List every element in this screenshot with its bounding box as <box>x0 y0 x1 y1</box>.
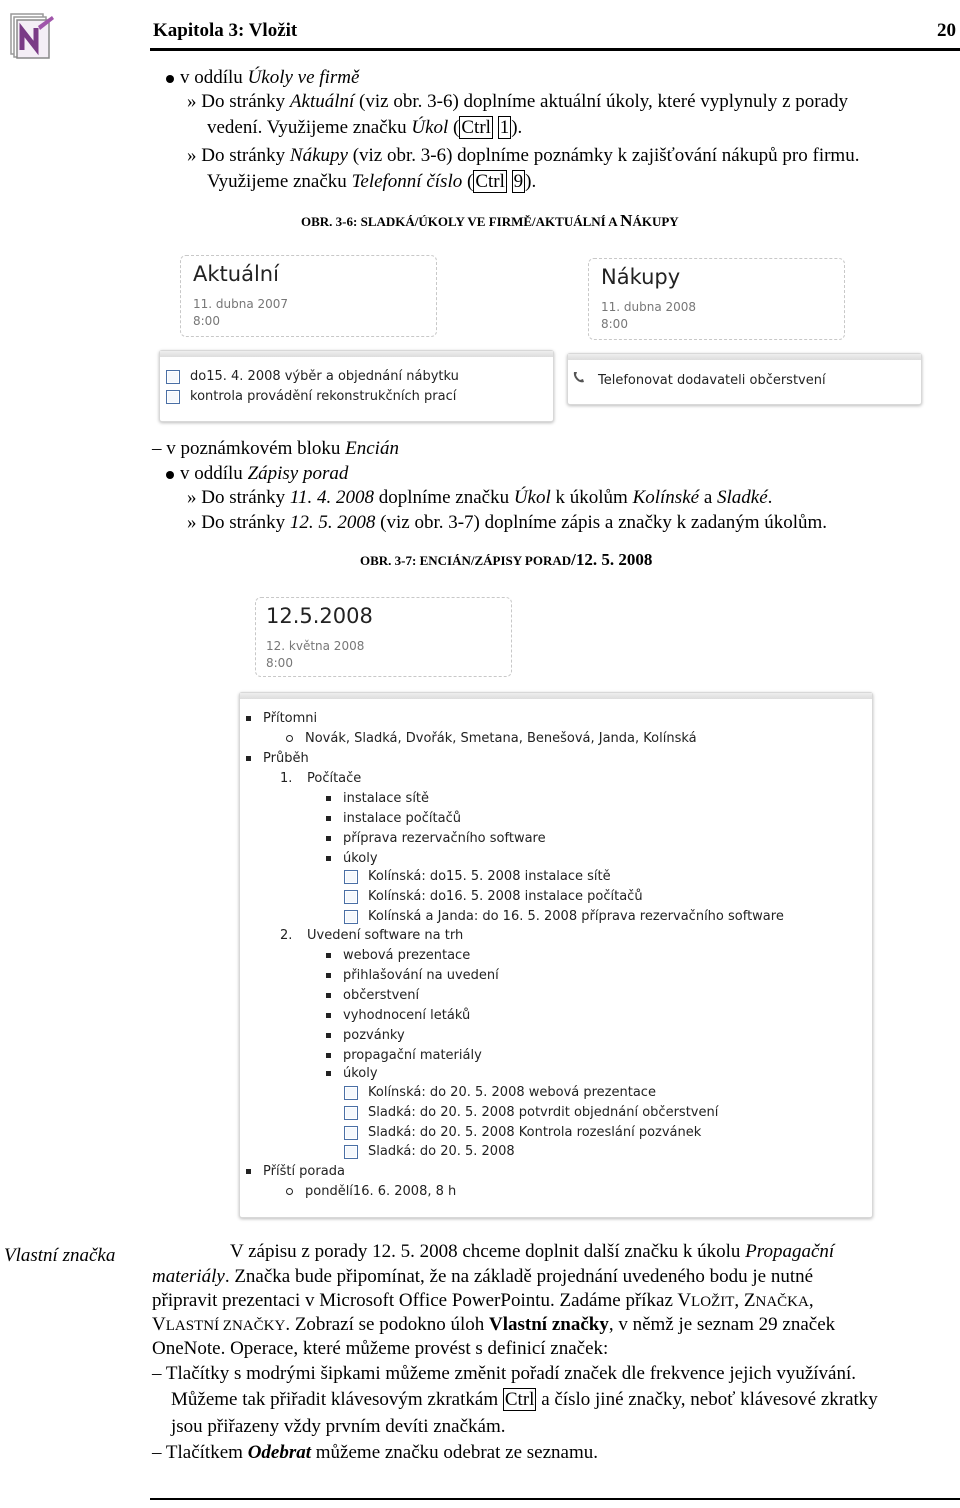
bullet-icon <box>326 1071 331 1076</box>
bullet-icon <box>286 1188 293 1195</box>
key-ctrl: Ctrl <box>504 1389 535 1410</box>
task-item: kontrola provádění rekonstrukčních prací <box>166 387 456 407</box>
figure-caption: OBR. 3-6: SLADKÁ/ÚKOLY VE FIRMĚ/AKTUÁLNÍ A NÁKUPY <box>301 211 679 230</box>
bullet-icon <box>326 1053 331 1058</box>
page-date: 12. května 2008 <box>266 639 365 653</box>
list-item: občerstvení <box>326 986 419 1006</box>
task-item: Kolínská: do 20. 5. 2008 webová prezentace <box>344 1083 656 1103</box>
task-item: Kolínská: do15. 5. 2008 instalace sítě <box>344 867 611 887</box>
paragraph-line: materiály. Značka bude připomínat, že na základě projednání uvedeného bodu je nutné <box>152 1266 814 1287</box>
list-item: vyhodnocení letáků <box>326 1006 470 1026</box>
bullet-icon <box>246 716 251 721</box>
key-1: 1 <box>499 117 510 138</box>
bullet-icon <box>246 756 251 761</box>
bullet-icon <box>246 1169 251 1174</box>
bullet-icon <box>326 1033 331 1038</box>
bullet-icon <box>326 796 331 801</box>
task-item: Kolínská a Janda: do 16. 5. 2008 příprava rezervačního software <box>344 907 784 927</box>
text-line: Využijeme značku Telefonní číslo ( Ctrl 9 ). <box>207 171 537 192</box>
note-container[interactable] <box>239 692 873 1218</box>
list-item: propagační materiály <box>326 1046 482 1066</box>
margin-label: Vlastní značka <box>4 1245 116 1266</box>
page-title-box[interactable] <box>255 597 512 677</box>
bullet-icon <box>326 993 331 998</box>
paragraph-line: – Tlačítky s modrými šipkami můžeme změnit pořadí značek dle frekvence jejich využívání. <box>152 1363 856 1384</box>
page-title-box[interactable] <box>588 258 845 340</box>
bullet-icon <box>326 953 331 958</box>
bullet-icon <box>286 735 293 742</box>
list-item: pondělí16. 6. 2008, 8 h <box>286 1182 456 1202</box>
key-ctrl: Ctrl <box>475 171 505 192</box>
list-item: Přítomni <box>246 709 317 729</box>
page-date: 11. dubna 2008 <box>601 300 697 314</box>
list-item: Příští porada <box>246 1162 345 1182</box>
onenote-logo <box>8 10 56 60</box>
list-item: úkoly <box>326 849 378 869</box>
page-time: 8:00 <box>601 317 628 331</box>
text-line: » Do stránky 11. 4. 2008 doplníme značku Úkol k úkolům Kolínské a Sladké. <box>187 487 773 508</box>
bullet-icon <box>326 816 331 821</box>
figure-caption: OBR. 3-7: ENCIÁN/ZÁPISY PORAD/12. 5. 2008 <box>360 550 653 569</box>
page-time: 8:00 <box>193 314 220 328</box>
paragraph-line: – Tlačítkem Odebrat můžeme značku odebrat ze seznamu. <box>152 1442 598 1463</box>
list-item: pozvánky <box>326 1026 405 1046</box>
bullet-icon <box>326 973 331 978</box>
text-line: » Do stránky 12. 5. 2008 (viz obr. 3-7) doplníme zápis a značky k zadaným úkolům. <box>187 512 828 533</box>
checkbox-icon[interactable] <box>344 1126 358 1140</box>
list-item: Novák, Sladká, Dvořák, Smetana, Benešová, Janda, Kolínská <box>286 729 697 749</box>
checkbox-icon[interactable] <box>344 1086 358 1100</box>
footer-rule <box>150 1498 960 1500</box>
paragraph-line: VLASTNÍ ZNAČKY. Zobrazí se podokno úloh Vlastní značky, v němž je seznam 29 značek <box>152 1314 836 1335</box>
note-container-bar[interactable] <box>160 351 553 357</box>
task-item: Sladká: do 20. 5. 2008 Kontrola rozeslání pozvánek <box>344 1123 701 1143</box>
text-line: » Do stránky Aktuální (viz obr. 3-6) doplníme aktuální úkoly, které vyplynuly z porady <box>187 91 849 112</box>
checkbox-icon[interactable] <box>344 910 358 924</box>
page-title: Nákupy <box>601 265 681 289</box>
header-rule <box>150 48 960 51</box>
list-item: 1. Počítače <box>280 771 362 786</box>
text-line: » Do stránky Nákupy (viz obr. 3-6) doplníme poznámky k zajišťování nákupů pro firmu. <box>187 145 860 166</box>
list-item: přihlašování na uvedení <box>326 966 499 986</box>
paragraph-line: V zápisu z porady 12. 5. 2008 chceme doplnit další značku k úkolu Propagační <box>230 1241 835 1262</box>
paragraph-line: jsou přiřazeny vždy prvním devíti značkám. <box>171 1416 506 1437</box>
list-item: instalace počítačů <box>326 809 461 829</box>
list-item: v oddílu Úkoly ve firmě <box>166 67 359 89</box>
list-item: Průběh <box>246 749 309 769</box>
checkbox-icon[interactable] <box>344 870 358 884</box>
paragraph-line: Můžeme tak přiřadit klávesovým zkratkám Ctrl a číslo jiné značky, neboť klávesové zkratky <box>171 1389 878 1410</box>
checkbox-icon[interactable] <box>344 1106 358 1120</box>
text-line: – v poznámkovém bloku Encián <box>152 438 399 459</box>
list-item: úkoly <box>326 1064 378 1084</box>
list-item: 2. Uvedení software na trh <box>280 928 464 943</box>
paragraph-line: připravit prezentaci v Microsoft Office PowerPointu. Zadáme příkaz VLOŽIT, ZNAČKA, <box>152 1290 814 1311</box>
page-date: 11. dubna 2007 <box>193 297 289 311</box>
note-container[interactable] <box>567 353 922 405</box>
page-title: Aktuální <box>193 262 279 286</box>
checkbox-icon[interactable] <box>166 370 180 384</box>
bullet-icon <box>166 471 174 479</box>
page-time: 8:00 <box>266 656 293 670</box>
checkbox-icon[interactable] <box>344 890 358 904</box>
key-ctrl: Ctrl <box>461 117 491 138</box>
list-item: příprava rezervačního software <box>326 829 546 849</box>
checkbox-icon[interactable] <box>344 1145 358 1159</box>
page-title-box[interactable] <box>180 255 437 337</box>
checkbox-icon[interactable] <box>166 390 180 404</box>
bullet-icon <box>326 856 331 861</box>
page-number: 20 <box>937 20 956 41</box>
note-container-bar[interactable] <box>568 354 921 360</box>
bullet-icon <box>326 1013 331 1018</box>
phone-icon <box>572 370 586 391</box>
task-item: Kolínská: do16. 5. 2008 instalace počítačů <box>344 887 643 907</box>
phone-item: Telefonovat dodavateli občerstvení <box>572 370 826 391</box>
paragraph-line: OneNote. Operace, které můžeme provést s definicí značek: <box>152 1338 609 1359</box>
note-container-bar[interactable] <box>240 693 872 699</box>
text-line: vedení. Využijeme značku Úkol ( Ctrl 1 ). <box>207 117 523 138</box>
bullet-icon <box>326 836 331 841</box>
list-item: webová prezentace <box>326 946 470 966</box>
note-container[interactable] <box>159 350 554 422</box>
key-9: 9 <box>513 171 524 192</box>
list-item: instalace sítě <box>326 789 429 809</box>
page-title: 12.5.2008 <box>266 604 373 628</box>
task-item: Sladká: do 20. 5. 2008 <box>344 1142 515 1162</box>
chapter-title: Kapitola 3: Vložit <box>153 20 298 41</box>
task-item: do15. 4. 2008 výběr a objednání nábytku <box>166 367 459 387</box>
bullet-icon <box>166 75 174 83</box>
task-item: Sladká: do 20. 5. 2008 potvrdit objednání občerstvení <box>344 1103 718 1123</box>
list-item: v oddílu Zápisy porad <box>166 463 348 485</box>
